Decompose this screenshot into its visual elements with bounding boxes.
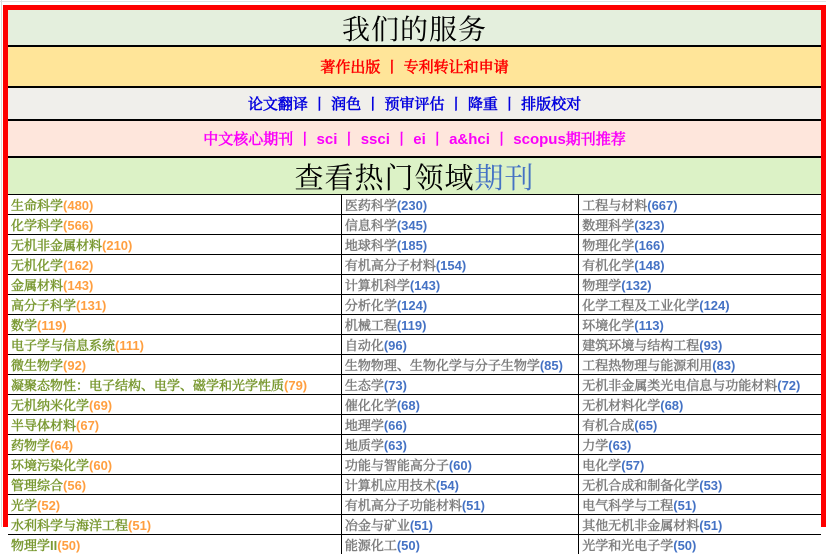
field-row	[8, 495, 821, 515]
field-count: (57)	[621, 458, 644, 473]
field-name: 无机合成和制备化学	[582, 478, 699, 493]
fields-tbody	[8, 195, 821, 554]
field-name: 物理化学	[582, 238, 634, 253]
field-name: 有机高分子功能材料	[345, 498, 462, 513]
field-name: 机械工程	[345, 318, 397, 333]
field-count: (69)	[89, 398, 112, 413]
field-count: (119)	[397, 318, 427, 333]
field-row	[8, 335, 821, 355]
field-link[interactable]	[8, 495, 341, 515]
field-row	[8, 215, 821, 235]
field-link[interactable]	[579, 235, 821, 255]
field-name: 生命科学	[11, 198, 63, 213]
field-link[interactable]	[8, 535, 341, 554]
field-count: (83)	[712, 358, 735, 373]
field-count: (162)	[63, 258, 93, 273]
field-name: 无机非金属类光电信息与功能材料	[582, 378, 777, 393]
field-row	[8, 515, 821, 535]
field-link[interactable]	[341, 195, 578, 215]
field-count: (185)	[397, 238, 427, 253]
field-link[interactable]	[341, 315, 578, 335]
field-link[interactable]	[341, 215, 578, 235]
field-name: 物理学	[582, 278, 621, 293]
section-header-text: 查看热门领域	[294, 156, 474, 197]
field-link[interactable]	[579, 195, 821, 215]
field-link[interactable]	[579, 315, 821, 335]
field-count: (51)	[462, 498, 485, 513]
field-name: 数学	[11, 318, 37, 333]
field-name: 工程与材料	[582, 198, 647, 213]
field-name: 信息科学	[345, 218, 397, 233]
field-link[interactable]	[8, 475, 341, 495]
field-link[interactable]	[341, 355, 578, 375]
field-name: 有机合成	[582, 418, 634, 433]
field-count: (52)	[37, 498, 60, 513]
service-row-paper-services[interactable]: 论文翻译 丨 润色 丨 预审评估 丨 降重 丨 排版校对	[8, 88, 821, 121]
field-row	[8, 275, 821, 295]
field-link[interactable]	[341, 515, 578, 535]
field-row	[8, 375, 821, 395]
field-row	[8, 195, 821, 215]
field-link[interactable]	[8, 375, 341, 395]
field-count: (64)	[50, 438, 73, 453]
field-link[interactable]	[341, 335, 578, 355]
field-name: 计算机科学	[345, 278, 410, 293]
field-name: 有机高分子材料	[345, 258, 436, 273]
field-count: (51)	[673, 498, 696, 513]
field-link[interactable]	[579, 375, 821, 395]
field-name: 环境化学	[582, 318, 634, 333]
field-link[interactable]	[341, 535, 578, 554]
field-count: (154)	[436, 258, 466, 273]
field-link[interactable]	[579, 215, 821, 235]
field-count: (51)	[410, 518, 433, 533]
field-name: 金属材料	[11, 278, 63, 293]
field-name: 光学	[11, 498, 37, 513]
field-link[interactable]	[8, 355, 341, 375]
field-count: (93)	[699, 338, 722, 353]
field-link[interactable]	[579, 435, 821, 455]
field-link[interactable]	[579, 255, 821, 275]
field-link[interactable]	[8, 435, 341, 455]
field-name: 水利科学与海洋工程	[11, 518, 128, 533]
field-count: (119)	[37, 318, 67, 333]
field-row	[8, 535, 821, 554]
field-row	[8, 395, 821, 415]
field-link[interactable]	[8, 275, 341, 295]
field-name: 环境污染化学	[11, 458, 89, 473]
field-link[interactable]	[579, 495, 821, 515]
field-name: 微生物学	[11, 358, 63, 373]
field-count: (60)	[449, 458, 472, 473]
field-name: 生态学	[345, 378, 384, 393]
field-count: (143)	[63, 278, 93, 293]
field-name: 数理科学	[582, 218, 634, 233]
field-count: (143)	[410, 278, 440, 293]
field-link[interactable]	[8, 415, 341, 435]
field-link[interactable]	[8, 255, 341, 275]
field-count: (345)	[397, 218, 427, 233]
field-link[interactable]	[8, 295, 341, 315]
field-name: 分析化学	[345, 298, 397, 313]
field-link[interactable]	[579, 415, 821, 435]
field-count: (85)	[540, 358, 563, 373]
field-name: 电气科学与工程	[582, 498, 673, 513]
field-name: 能源化工	[345, 538, 397, 553]
field-name: 化学工程及工业化学	[582, 298, 699, 313]
field-count: (50)	[673, 538, 696, 553]
field-count: (480)	[63, 198, 93, 213]
field-count: (60)	[89, 458, 112, 473]
service-row-publishing[interactable]: 著作出版 丨 专利转让和申请	[8, 47, 821, 88]
field-name: 生物物理、生物化学与分子生物学	[345, 358, 540, 373]
field-link[interactable]	[579, 295, 821, 315]
field-name: 地球科学	[345, 238, 397, 253]
field-count: (92)	[63, 358, 86, 373]
field-link[interactable]	[579, 455, 821, 475]
field-name: 力学	[582, 438, 608, 453]
field-count: (66)	[384, 418, 407, 433]
field-link[interactable]	[341, 255, 578, 275]
field-count: (63)	[384, 438, 407, 453]
field-name: 化学科学	[11, 218, 63, 233]
field-name: 催化化学	[345, 398, 397, 413]
field-link[interactable]	[8, 455, 341, 475]
field-link[interactable]	[579, 475, 821, 495]
field-name: 有机化学	[582, 258, 634, 273]
field-link[interactable]	[579, 515, 821, 535]
field-name: 凝聚态物性：电子结构、电学、磁学和光学性质	[11, 378, 284, 393]
field-name: 电化学	[582, 458, 621, 473]
field-name: 工程热物理与能源利用	[582, 358, 712, 373]
field-count: (113)	[634, 318, 664, 333]
field-link[interactable]	[341, 235, 578, 255]
field-count: (72)	[777, 378, 800, 393]
section-header	[8, 158, 821, 195]
field-name: 计算机应用技术	[345, 478, 436, 493]
field-link[interactable]	[8, 235, 341, 255]
field-link[interactable]	[579, 335, 821, 355]
field-row	[8, 295, 821, 315]
field-row	[8, 415, 821, 435]
field-count: (323)	[634, 218, 664, 233]
fields-table	[8, 195, 821, 554]
field-count: (79)	[284, 378, 307, 393]
field-count: (111)	[115, 338, 144, 353]
field-count: (124)	[397, 298, 427, 313]
field-link[interactable]	[8, 195, 341, 215]
field-name: 无机非金属材料	[11, 238, 102, 253]
field-count: (51)	[128, 518, 151, 533]
field-name: 地理学	[345, 418, 384, 433]
field-name: 其他无机非金属材料	[582, 518, 699, 533]
field-name: 自动化	[345, 338, 384, 353]
field-link[interactable]	[8, 335, 341, 355]
field-count: (51)	[699, 518, 722, 533]
field-link[interactable]	[8, 315, 341, 335]
field-link[interactable]	[341, 415, 578, 435]
field-link[interactable]	[8, 515, 341, 535]
field-name: 光学和光电子学	[582, 538, 673, 553]
field-link[interactable]	[341, 435, 578, 455]
field-link[interactable]	[579, 535, 821, 554]
field-row	[8, 455, 821, 475]
field-link[interactable]	[8, 215, 341, 235]
field-link[interactable]	[341, 375, 578, 395]
fields-area	[8, 195, 821, 554]
field-row	[8, 235, 821, 255]
field-count: (566)	[63, 218, 93, 233]
field-count: (210)	[102, 238, 132, 253]
field-count: (131)	[76, 298, 106, 313]
field-link[interactable]	[341, 395, 578, 415]
field-name: 高分子科学	[11, 298, 76, 313]
field-count: (68)	[397, 398, 420, 413]
page-title: 我们的服务	[8, 10, 821, 47]
field-count: (230)	[397, 198, 427, 213]
field-name: 地质学	[345, 438, 384, 453]
field-count: (96)	[384, 338, 407, 353]
field-count: (63)	[608, 438, 631, 453]
service-row-journal-recommendation[interactable]: 中文核心期刊 丨 sci 丨 ssci 丨 ei 丨 a&hci 丨 scopus期刊推荐	[8, 121, 821, 158]
field-name: 建筑环境与结构工程	[582, 338, 699, 353]
field-name: 药物学	[11, 438, 50, 453]
field-count: (68)	[660, 398, 683, 413]
field-count: (148)	[634, 258, 664, 273]
field-link[interactable]	[341, 495, 578, 515]
field-row	[8, 255, 821, 275]
field-count: (65)	[634, 418, 657, 433]
field-count: (124)	[699, 298, 729, 313]
field-name: 无机材料化学	[582, 398, 660, 413]
field-count: (50)	[57, 538, 80, 553]
field-count: (667)	[647, 198, 677, 213]
field-count: (54)	[436, 478, 459, 493]
field-link[interactable]	[579, 275, 821, 295]
field-count: (67)	[76, 418, 99, 433]
field-count: (166)	[634, 238, 664, 253]
field-count: (132)	[621, 278, 651, 293]
field-row	[8, 355, 821, 375]
field-row	[8, 475, 821, 495]
field-row	[8, 435, 821, 455]
page-frame	[3, 5, 826, 527]
field-name: 电子学与信息系统	[11, 338, 115, 353]
field-count: (73)	[384, 378, 407, 393]
field-name: 医药科学	[345, 198, 397, 213]
field-name: 无机化学	[11, 258, 63, 273]
field-link[interactable]	[579, 355, 821, 375]
field-name: 冶金与矿业	[345, 518, 410, 533]
field-count: (56)	[63, 478, 86, 493]
field-link[interactable]	[341, 455, 578, 475]
field-link[interactable]	[8, 395, 341, 415]
field-link[interactable]	[341, 475, 578, 495]
field-name: 物理学II	[11, 538, 57, 553]
field-name: 半导体材料	[11, 418, 76, 433]
field-name: 无机纳米化学	[11, 398, 89, 413]
journal-link[interactable]: 期刊	[475, 156, 535, 197]
field-link[interactable]	[341, 295, 578, 315]
field-name: 功能与智能高分子	[345, 458, 449, 473]
field-count: (50)	[397, 538, 420, 553]
field-row	[8, 315, 821, 335]
field-name: 管理综合	[11, 478, 63, 493]
field-link[interactable]	[341, 275, 578, 295]
field-count: (53)	[699, 478, 722, 493]
field-link[interactable]	[579, 395, 821, 415]
